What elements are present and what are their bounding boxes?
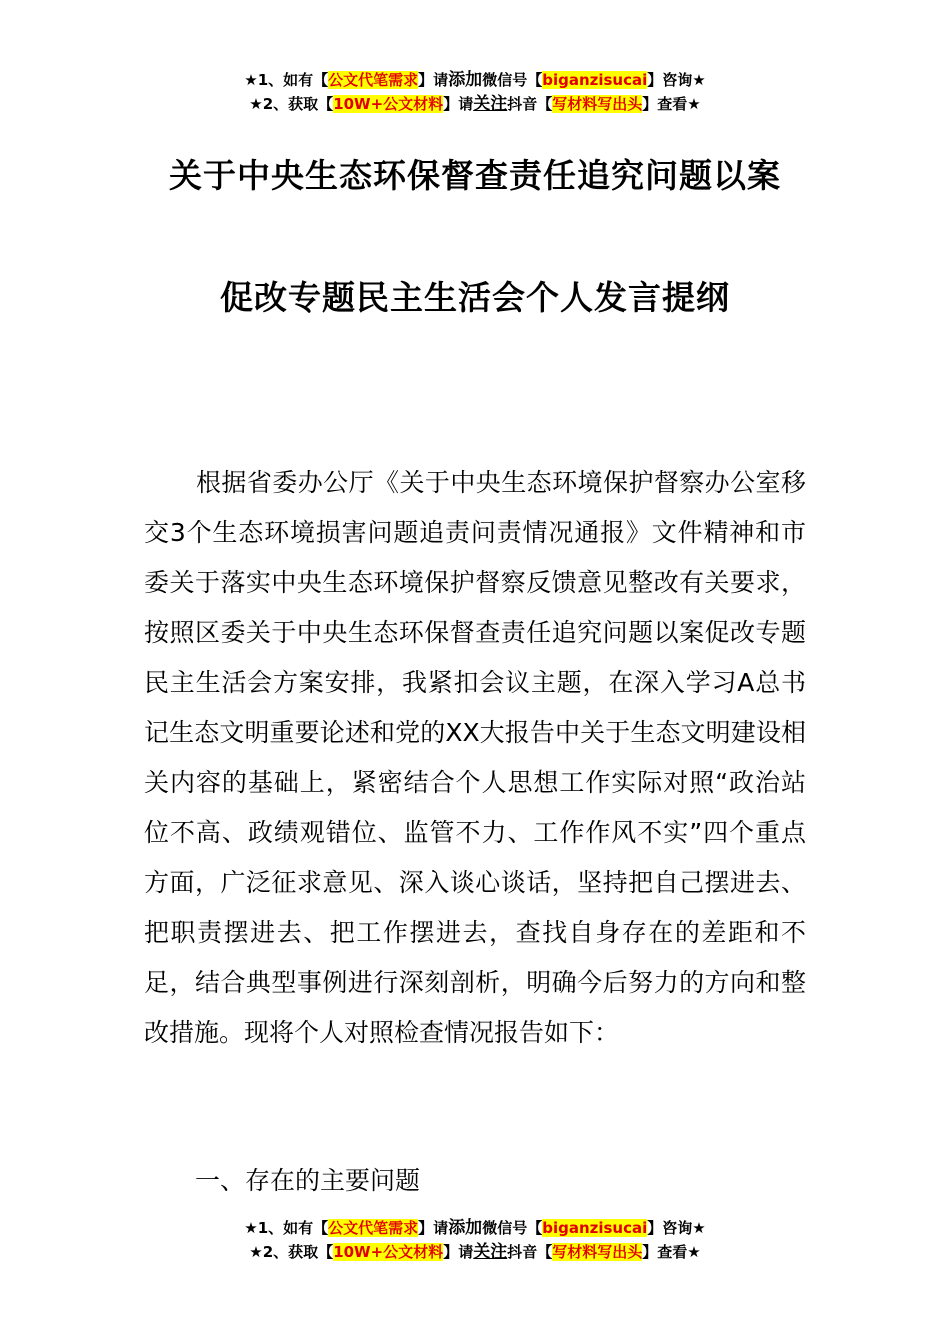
promo-line-2: ★2、获取【10W+公文材料】请关注抖音【写材料写出头】查看★ [249,1242,701,1262]
promo-line-1: ★1、如有【公文代笔需求】请添加微信号【biganzisucai】咨询★ [244,70,706,90]
highlight-materials: 10W+公文材料 [333,1243,444,1261]
highlight-wechat-id: biganzisucai [542,1219,648,1237]
highlight-materials: 10W+公文材料 [333,95,444,113]
highlight-douyin-account: 写材料写出头 [552,1243,643,1261]
document-title-line-1: 关于中央生态环保督查责任追究问题以案 [169,156,781,195]
highlight-ghostwriting: 公文代笔需求 [328,71,419,89]
highlight-wechat-id: biganzisucai [542,71,648,89]
highlight-douyin-account: 写材料写出头 [552,95,643,113]
highlight-ghostwriting: 公文代笔需求 [328,1219,419,1237]
document-title-line-2: 促改专题民主生活会个人发言提纲 [220,278,730,317]
promo-banner-top [0,68,950,116]
promo-line-2: ★2、获取【10W+公文材料】请关注抖音【写材料写出头】查看★ [249,94,701,114]
section-heading-1: 一、存在的主要问题 [195,1166,421,1195]
promo-banner-bottom [0,1216,950,1264]
promo-line-1: ★1、如有【公文代笔需求】请添加微信号【biganzisucai】咨询★ [244,1218,706,1238]
intro-paragraph: 根据省委办公厅《关于中央生态环境保护督察办公室移交3个生态环境损害问题追责问责情况通报》文件精神和市委关于落实中央生态环境保护督察反馈意见整改有关要求，按照区委关于中央生态环保督查责任追究问题以案促改专题民主生活会方案安排，我紧扣会议主题，在深入学习A总书记生态文明重要论述和党的XX大报告中关于生态文明建设相关内容的基础上，紧密结合个人思想工作实际对照“政治站位不高、政绩观错位、监管不力、工作作风不实”四个重点方面，广泛征求意见、深入谈心谈话，坚持把自己摆进去、把职责摆进去、把工作摆进去，查找自身存在的差距和不足，结合典型事例进行深刻剖析，明确今后努力的方向和整改措施。现将个人对照检查情况报告如下： [144,468,806,1047]
